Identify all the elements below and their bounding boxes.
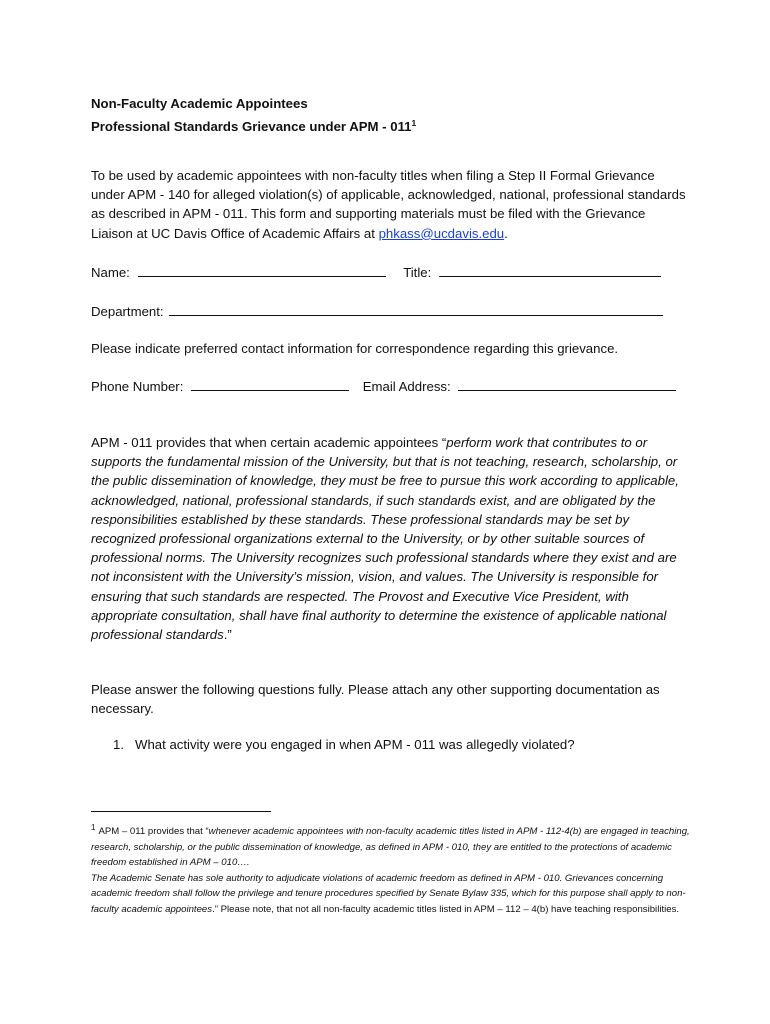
instructions-paragraph: Please answer the following questions fully. Please attach any other supporting documentation as necessary. [91, 682, 660, 717]
apm-quote: perform work that contributes to or supports the fundamental mission of the University, but that is not teaching, research, scholarship, or the public dissemination of knowledge, they must be free to pursue this work according to applicable, acknowledged, national, professional standards, if such standards exist, and are obligated by the responsibilities established by these standards. These professional standards may be set by recognized professional organizations external to the University, or by other suitable sources of professional norms. The University recognizes such professional standards where they exist and are not inconsistent with the University’s mission, vision, and values. The University is responsible for ensuring that such standards are respected. The Provost and Executive Vice President, with appropriate consultation, shall have final authority to determine the existence of applicable national professional standards [91, 435, 679, 643]
document-title-line1: Non-Faculty Academic Appointees [91, 96, 308, 111]
footnote [91, 820, 691, 918]
email-link[interactable]: phkass@ucdavis.edu [378, 225, 505, 241]
email-field[interactable] [458, 376, 676, 391]
footnote-divider [91, 811, 271, 812]
question-number: 1. [113, 737, 124, 752]
apm-end: .” [223, 627, 232, 643]
intro-end: . [504, 225, 508, 241]
title-field[interactable] [439, 262, 661, 277]
footnote-mark: 1 [411, 118, 417, 128]
intro-text: To be used by academic appointees with non-faculty titles when filing a Step II Formal Grievance under APM - 140 for alleged violation(s) of applicable, acknowledged, national, professional standards as described in APM - 011. This form and supporting materials must be filed with the Grievance Liaison at UC Davis Office of Academic Affairs at [91, 168, 686, 241]
question-text: What activity were you engaged in when APM - 011 was allegedly violated? [135, 737, 575, 752]
contact-prompt: Please indicate preferred contact information for correspondence regarding this grievance. [91, 341, 619, 356]
footnote-number: 1 [91, 823, 96, 832]
phone-email-row [91, 376, 676, 396]
footnote-lead: APM – 011 provides that “ [98, 826, 209, 837]
title-label: Title: [403, 265, 432, 280]
footnote-tail: Please note, that not all non-faculty academic titles listed in APM – 112 – 4(b) have teaching responsibilities. [217, 903, 680, 915]
name-field[interactable] [138, 262, 386, 277]
department-field[interactable] [169, 301, 663, 316]
footnote-quote-part1: whenever academic appointees with non-faculty academic titles listed in APM - 112-4(b) are engaged in teaching, research, scholarship, or the public dissemination of knowledge, as defined in APM - 010, they are entitled to the protections of academic freedom established in APM – 010…. [91, 826, 690, 869]
email-label: Email Address: [362, 379, 451, 394]
name-label: Name: [91, 265, 130, 280]
document-title-line2 [91, 114, 416, 136]
footnote-quote-end: .” [212, 903, 218, 915]
apm-lead: APM - 011 provides that when certain academic appointees “ [91, 435, 447, 450]
phone-field[interactable] [191, 376, 349, 391]
intro-paragraph [91, 166, 689, 243]
apm-quote-paragraph [91, 433, 689, 644]
question-1 [113, 735, 575, 754]
department-label: Department: [91, 304, 164, 319]
footnote-quote-part2: The Academic Senate has sole authority to adjudicate violations of academic freedom as defined in APM - 010. Grievances concerning academic freedom shall follow the privilege and tenure procedures specified by Senate Bylaw 335, which for this purpose shall apply to non-faculty academic appointees [91, 872, 686, 915]
title-text: Professional Standards Grievance under APM - 011 [91, 119, 412, 134]
department-row [91, 301, 663, 321]
name-title-row [91, 262, 661, 282]
phone-label: Phone Number: [91, 379, 184, 394]
